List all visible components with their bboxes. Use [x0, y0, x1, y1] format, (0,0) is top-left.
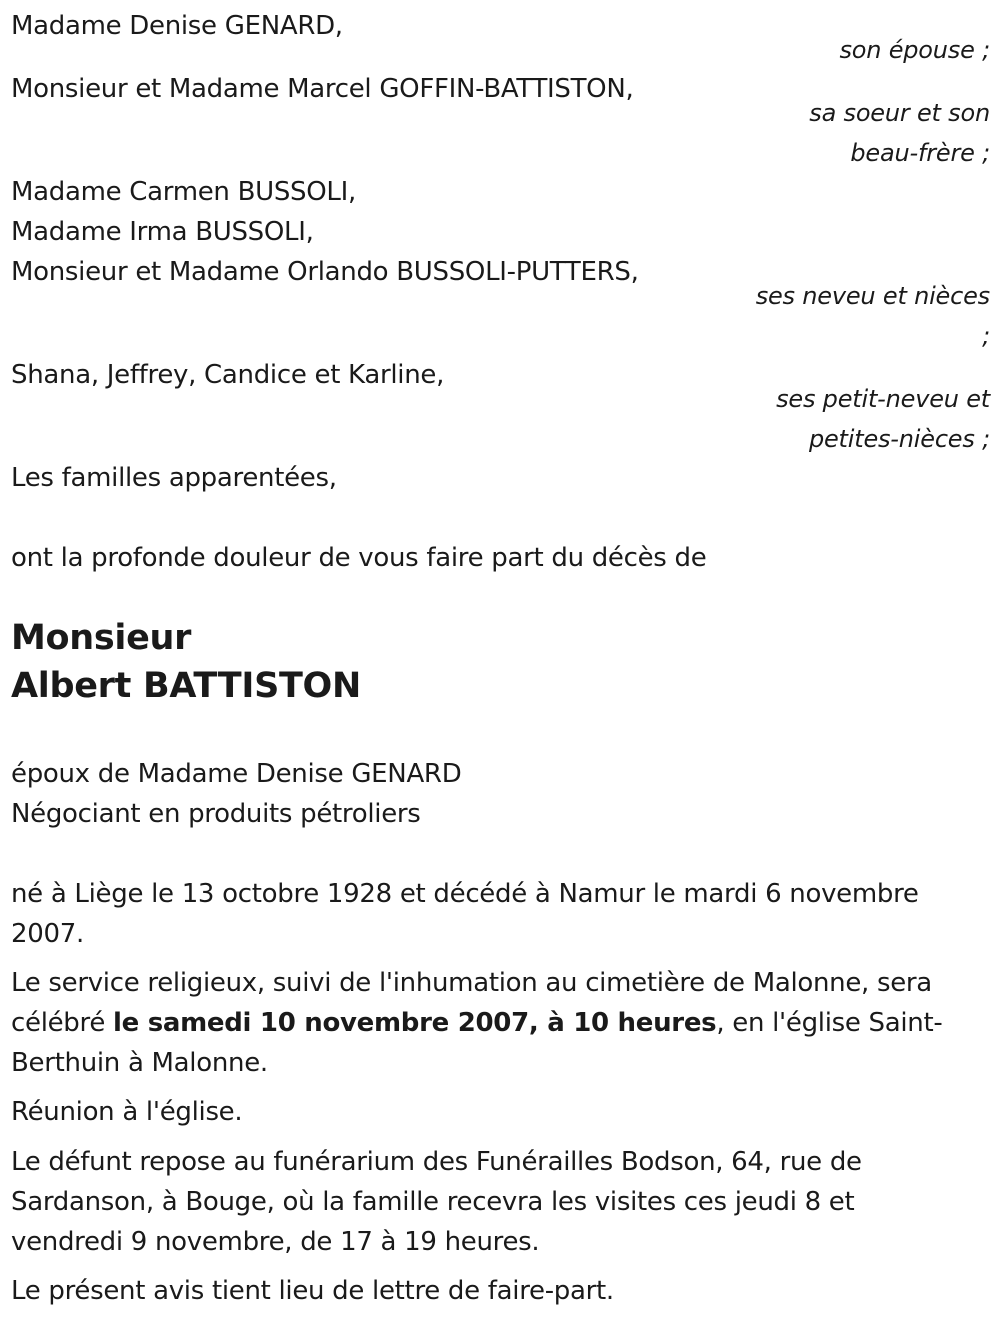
- service-line-3: Berthuin à Malonne.: [11, 1048, 268, 1078]
- deceased-title: Monsieur: [11, 618, 192, 658]
- service-line-1: Le service religieux, suivi de l'inhumation au cimetière de Malonne, sera: [11, 968, 932, 998]
- deceased-name: Albert BATTISTON: [11, 666, 362, 706]
- repose-line-3: vendredi 9 novembre, de 17 à 19 heures.: [11, 1227, 540, 1257]
- relation-sister-line-1: sa soeur et son: [809, 99, 990, 127]
- meeting-line: Réunion à l'église.: [11, 1097, 243, 1127]
- repose-line-1: Le défunt repose au funérarium des Funérailles Bodson, 64, rue de: [11, 1147, 862, 1177]
- relation-sister-line-2: beau-frère ;: [850, 139, 990, 167]
- relation-spouse: son épouse ;: [839, 36, 990, 64]
- family-member-children: Shana, Jeffrey, Candice et Karline,: [11, 360, 445, 390]
- spouse-line: époux de Madame Denise GENARD: [11, 759, 462, 789]
- related-families: Les familles apparentées,: [11, 463, 337, 493]
- repose-line-2: Sardanson, à Bouge, où la famille recevra les visites ces jeudi 8 et: [11, 1187, 855, 1217]
- relation-grandnephews-line-1: ses petit-neveu et: [776, 385, 990, 413]
- family-member-orlando: Monsieur et Madame Orlando BUSSOLI-PUTTERS,: [11, 257, 639, 287]
- family-member-carmen: Madame Carmen BUSSOLI,: [11, 177, 356, 207]
- birth-death-line-2: 2007.: [11, 919, 84, 949]
- service-suffix: , en l'église Saint-: [716, 1008, 943, 1038]
- family-member-irma: Madame Irma BUSSOLI,: [11, 217, 314, 247]
- family-member-genard: Madame Denise GENARD,: [11, 11, 343, 41]
- service-date-time: le samedi 10 novembre 2007, à 10 heures: [113, 1008, 717, 1038]
- service-prefix: célébré: [11, 1008, 113, 1038]
- notice-line: Le présent avis tient lieu de lettre de faire-part.: [11, 1276, 614, 1306]
- profession-line: Négociant en produits pétroliers: [11, 799, 421, 829]
- relation-nephews-line-1: ses neveu et nièces: [755, 282, 990, 310]
- relation-nephews-line-2: ;: [982, 322, 990, 350]
- family-member-goffin: Monsieur et Madame Marcel GOFFIN-BATTISTON,: [11, 74, 634, 104]
- service-line-2: [11, 1003, 942, 1043]
- relation-grandnephews-line-2: petites-nièces ;: [808, 425, 990, 453]
- announcement-text: ont la profonde douleur de vous faire part du décès de: [11, 543, 707, 573]
- birth-death-line-1: né à Liège le 13 octobre 1928 et décédé à Namur le mardi 6 novembre: [11, 879, 919, 909]
